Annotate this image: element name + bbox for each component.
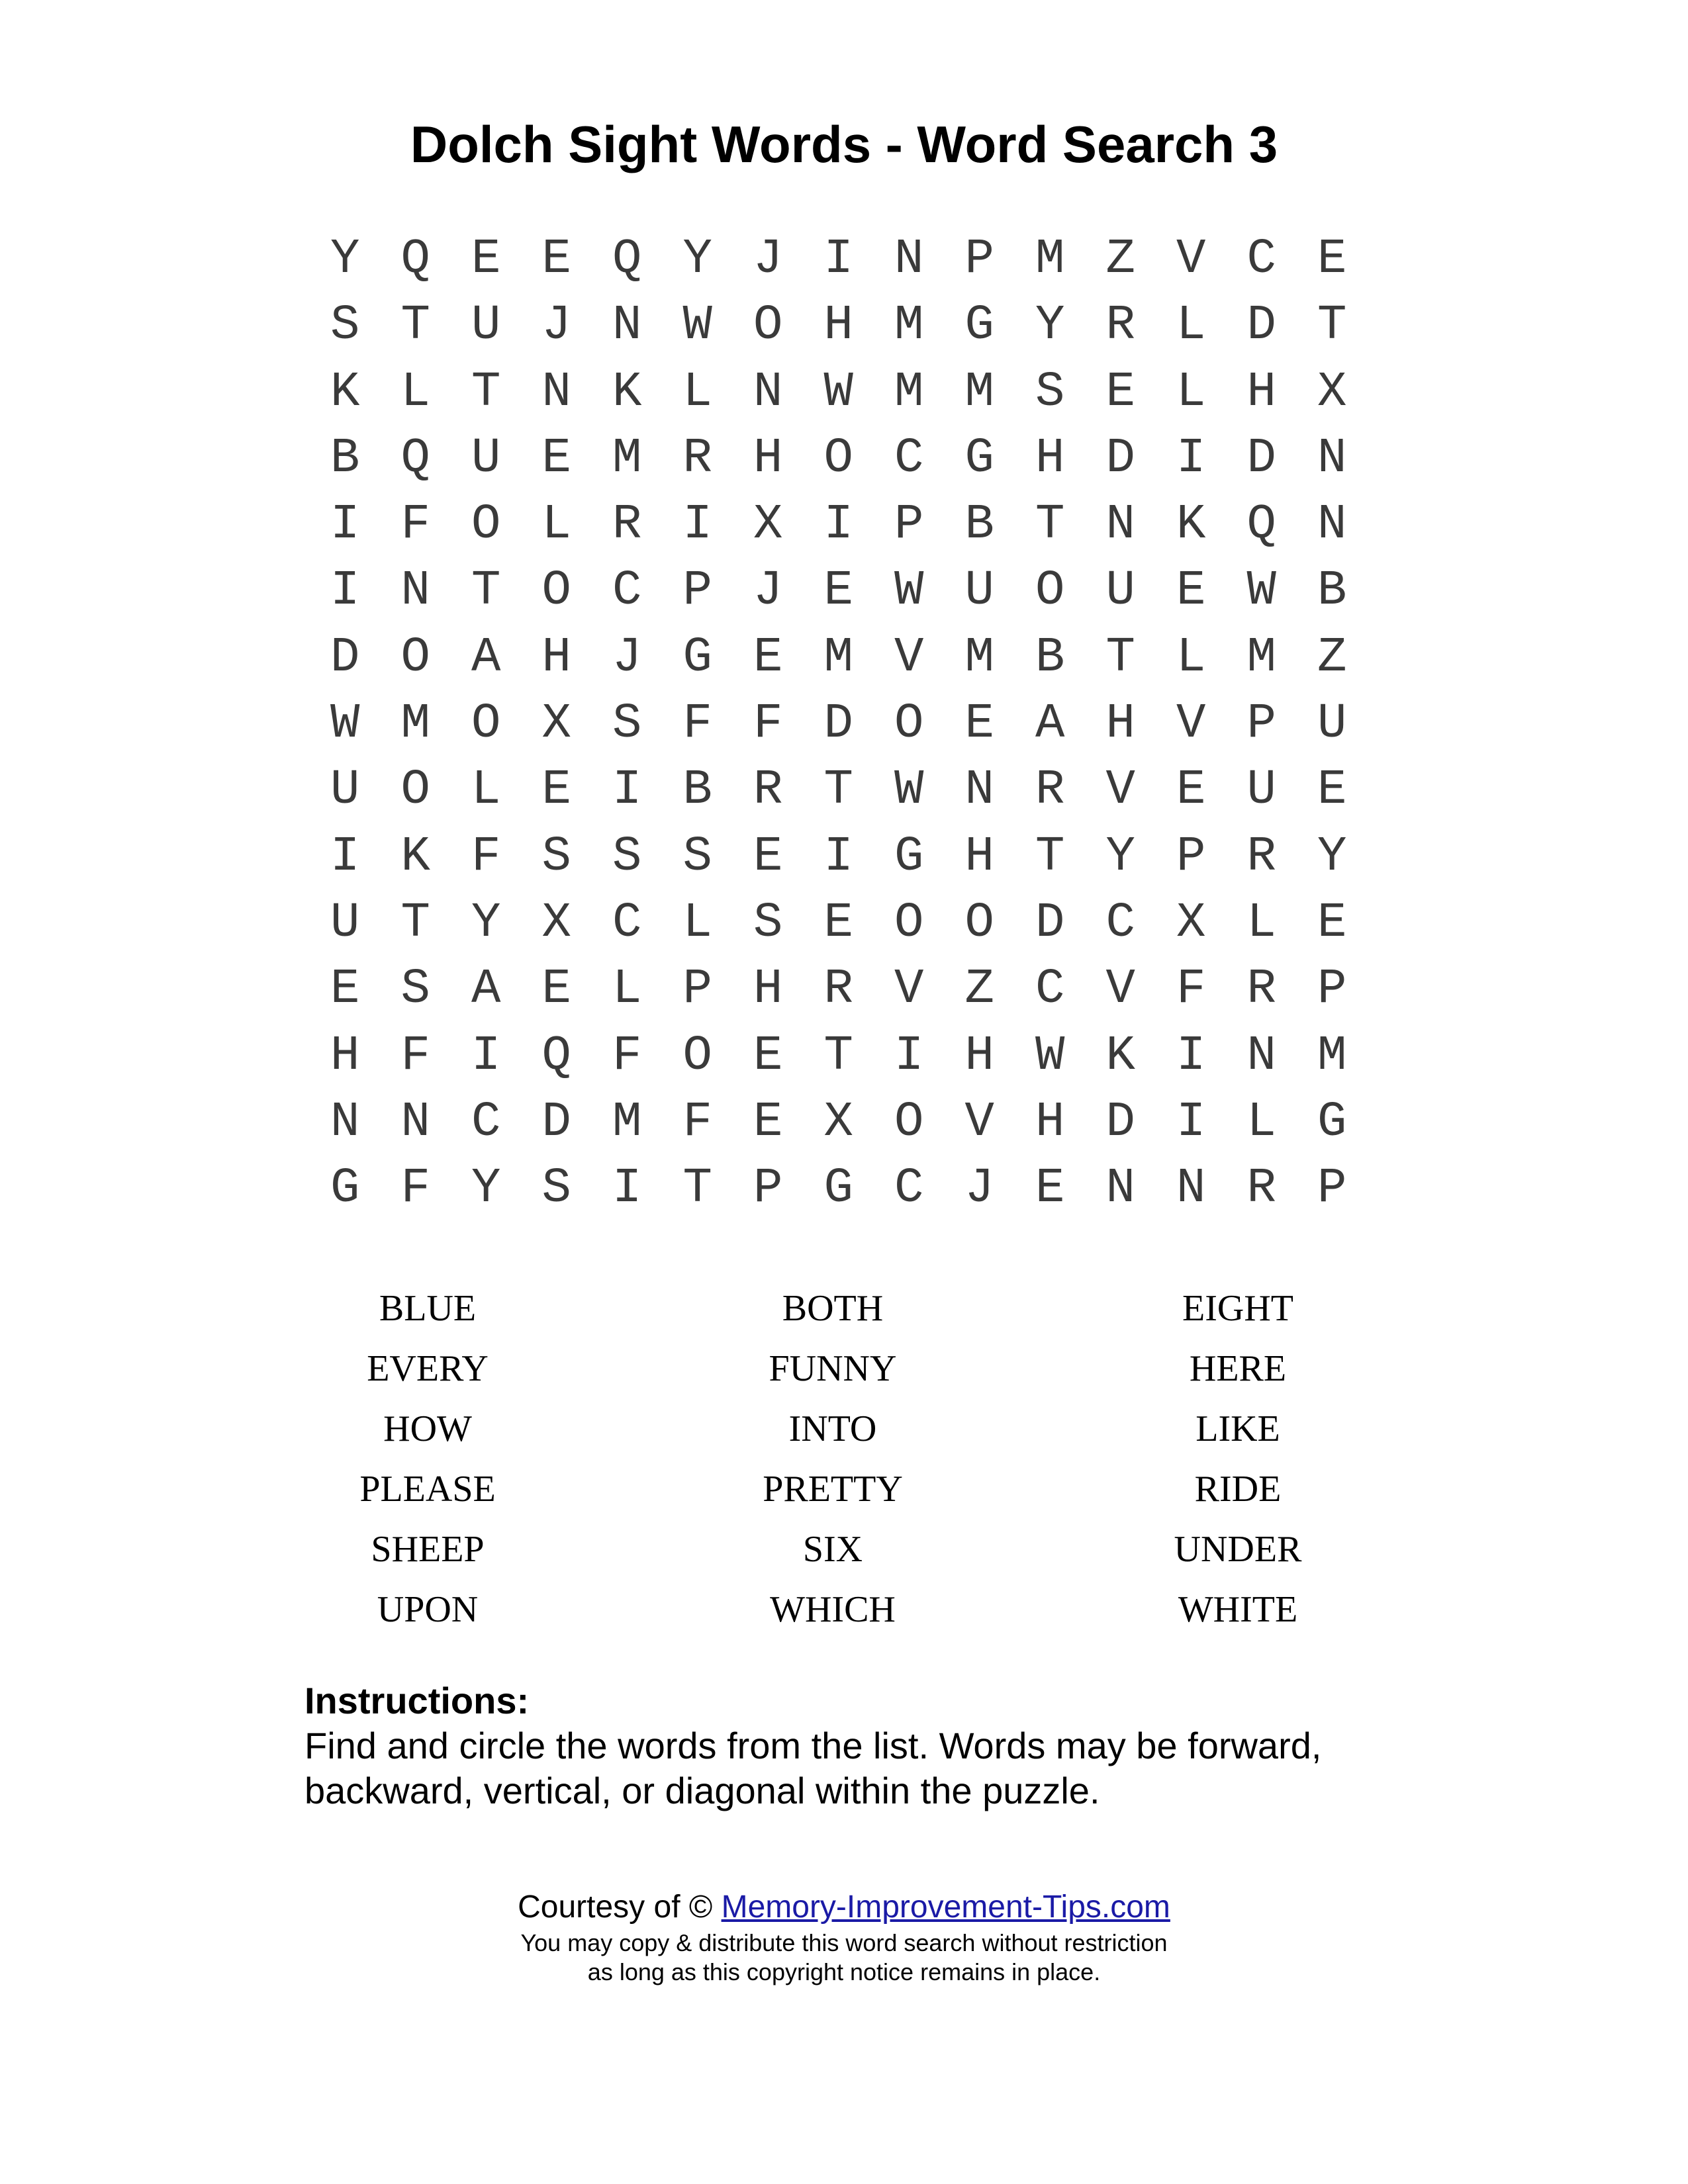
grid-letter: N	[400, 1094, 430, 1150]
grid-letter: T	[1035, 497, 1065, 553]
grid-letter: D	[1246, 430, 1276, 486]
grid-letter: E	[1105, 364, 1135, 420]
grid-letter: I	[1176, 1028, 1206, 1084]
grid-letter: N	[753, 364, 783, 420]
grid-letter: O	[471, 696, 501, 752]
grid-letter: I	[330, 497, 360, 553]
grid-letter: E	[541, 232, 571, 287]
grid-letter: I	[471, 1028, 501, 1084]
grid-letter: R	[1246, 962, 1276, 1018]
grid-letter: F	[1176, 962, 1206, 1018]
grid-letter: I	[612, 1161, 642, 1217]
grid-letter: O	[471, 497, 501, 553]
grid-letter: E	[823, 895, 853, 951]
grid-letter: E	[1317, 762, 1347, 819]
grid-letter: E	[541, 962, 571, 1018]
courtesy-line	[0, 1886, 1688, 1929]
grid-letter: O	[823, 430, 853, 486]
grid-letter: U	[330, 762, 360, 819]
grid-letter: D	[823, 696, 853, 752]
grid-letter: O	[894, 696, 924, 752]
grid-letter: C	[1246, 232, 1276, 287]
grid-letter: P	[1176, 829, 1206, 885]
word-list-item: WHITE	[1178, 1589, 1298, 1630]
grid-letter: O	[400, 629, 430, 686]
grid-letter: J	[612, 629, 642, 686]
grid-letter: Y	[1105, 829, 1135, 885]
grid-letter: H	[964, 829, 994, 885]
grid-letter: U	[330, 895, 360, 951]
word-list-item: WHICH	[770, 1589, 896, 1630]
word-search-grid	[310, 226, 1369, 1222]
grid-letter: B	[964, 497, 994, 553]
grid-letter: E	[1317, 895, 1347, 951]
grid-letter: H	[1035, 1094, 1065, 1150]
grid-letter: L	[541, 497, 571, 553]
grid-letter: H	[823, 298, 853, 354]
grid-letter: M	[823, 629, 853, 686]
grid-letter: B	[682, 762, 712, 819]
grid-letter: K	[1105, 1028, 1135, 1084]
grid-letter: J	[753, 563, 783, 619]
grid-letter: S	[612, 696, 642, 752]
grid-letter: I	[894, 1028, 924, 1084]
word-list-item: SHEEP	[371, 1529, 485, 1570]
grid-letter: O	[753, 298, 783, 354]
grid-letter: V	[894, 962, 924, 1018]
grid-letter: M	[400, 696, 430, 752]
grid-letter: E	[964, 696, 994, 752]
grid-letter: D	[541, 1094, 571, 1150]
courtesy-prefix: Courtesy of ©	[518, 1889, 722, 1925]
grid-letter: E	[541, 762, 571, 819]
grid-letter: O	[541, 563, 571, 619]
grid-letter: N	[400, 563, 430, 619]
grid-letter: R	[682, 430, 712, 486]
grid-letter: O	[964, 895, 994, 951]
word-list	[225, 1279, 1470, 1640]
grid-letter: F	[400, 1028, 430, 1084]
grid-letter: E	[1176, 762, 1206, 819]
grid-letter: J	[753, 232, 783, 287]
word-list-item: HOW	[383, 1408, 472, 1449]
grid-letter: P	[1317, 962, 1347, 1018]
grid-letter: I	[1176, 1094, 1206, 1150]
grid-letter: S	[753, 895, 783, 951]
word-list-item: PLEASE	[359, 1469, 496, 1510]
grid-letter: I	[823, 829, 853, 885]
grid-letter: E	[330, 962, 360, 1018]
grid-letter: X	[541, 696, 571, 752]
grid-letter: L	[612, 962, 642, 1018]
grid-letter: I	[1176, 430, 1206, 486]
grid-letter: O	[894, 1094, 924, 1150]
word-list-item: EIGHT	[1182, 1288, 1293, 1329]
grid-letter: G	[964, 298, 994, 354]
grid-letter: H	[1035, 430, 1065, 486]
grid-letter: N	[964, 762, 994, 819]
grid-letter: V	[894, 629, 924, 686]
grid-letter: C	[471, 1094, 501, 1150]
grid-letter: F	[400, 497, 430, 553]
grid-letter: N	[1176, 1161, 1206, 1217]
grid-letter: E	[1317, 232, 1347, 287]
grid-letter: N	[541, 364, 571, 420]
grid-letter: R	[753, 762, 783, 819]
grid-letter: Y	[330, 232, 360, 287]
grid-letter: Y	[471, 895, 501, 951]
grid-letter: G	[823, 1161, 853, 1217]
grid-letter: X	[1176, 895, 1206, 951]
grid-letter: G	[894, 829, 924, 885]
grid-letter: T	[823, 1028, 853, 1084]
grid-letter: R	[1246, 829, 1276, 885]
grid-letter: I	[823, 497, 853, 553]
grid-letter: N	[612, 298, 642, 354]
grid-letter: F	[400, 1161, 430, 1217]
copyright-notice-line-1: You may copy & distribute this word search without restriction	[520, 1929, 1168, 1956]
grid-letter: D	[1035, 895, 1065, 951]
grid-letter: Y	[1317, 829, 1347, 885]
grid-letter: E	[541, 430, 571, 486]
grid-letter: P	[682, 563, 712, 619]
grid-letter: L	[682, 364, 712, 420]
grid-letter: C	[612, 563, 642, 619]
grid-letter: N	[1105, 1161, 1135, 1217]
grid-letter: W	[823, 364, 853, 420]
grid-letter: E	[1176, 563, 1206, 619]
grid-letter: T	[1317, 298, 1347, 354]
grid-letter: L	[1246, 1094, 1276, 1150]
grid-letter: V	[1105, 762, 1135, 819]
grid-letter: B	[1035, 629, 1065, 686]
grid-letter: S	[682, 829, 712, 885]
grid-letter: W	[1246, 563, 1276, 619]
grid-letter: F	[612, 1028, 642, 1084]
grid-letter: U	[471, 298, 501, 354]
word-list-item: UPON	[377, 1589, 479, 1630]
grid-letter: L	[682, 895, 712, 951]
grid-letter: M	[1246, 629, 1276, 686]
grid-letter: T	[823, 762, 853, 819]
grid-letter: F	[471, 829, 501, 885]
grid-letter: I	[330, 829, 360, 885]
grid-letter: L	[1246, 895, 1276, 951]
word-list-item: BLUE	[379, 1288, 477, 1329]
grid-letter: Z	[964, 962, 994, 1018]
grid-letter: E	[1035, 1161, 1065, 1217]
grid-letter: N	[894, 232, 924, 287]
word-list-item: FUNNY	[769, 1348, 897, 1389]
grid-letter: H	[753, 430, 783, 486]
grid-letter: M	[1035, 232, 1065, 287]
grid-letter: R	[612, 497, 642, 553]
grid-letter: S	[330, 298, 360, 354]
word-list-item: RIDE	[1194, 1469, 1282, 1510]
grid-letter: P	[682, 962, 712, 1018]
grid-letter: L	[1176, 298, 1206, 354]
grid-letter: D	[1105, 430, 1135, 486]
grid-letter: S	[1035, 364, 1065, 420]
grid-letter: L	[471, 762, 501, 819]
grid-letter: F	[682, 1094, 712, 1150]
grid-letter: G	[1317, 1094, 1347, 1150]
grid-letter: L	[1176, 364, 1206, 420]
grid-letter: N	[1246, 1028, 1276, 1084]
grid-letter: P	[1246, 696, 1276, 752]
grid-letter: U	[1105, 563, 1135, 619]
source-link[interactable]: Memory-Improvement-Tips.com	[721, 1889, 1170, 1925]
grid-letter: P	[894, 497, 924, 553]
grid-letter: H	[330, 1028, 360, 1084]
grid-letter: H	[1105, 696, 1135, 752]
word-list-item: BOTH	[782, 1288, 884, 1329]
grid-letter: H	[964, 1028, 994, 1084]
grid-letter: G	[682, 629, 712, 686]
grid-letter: H	[541, 629, 571, 686]
word-list-item: UNDER	[1174, 1529, 1302, 1570]
grid-letter: X	[753, 497, 783, 553]
word-list-item: INTO	[788, 1408, 877, 1449]
grid-letter: N	[1105, 497, 1135, 553]
grid-letter: D	[330, 629, 360, 686]
grid-letter: Z	[1105, 232, 1135, 287]
grid-letter: M	[894, 298, 924, 354]
grid-letter: C	[894, 430, 924, 486]
grid-letter: T	[1105, 629, 1135, 686]
grid-letter: A	[1035, 696, 1065, 752]
grid-letter: G	[964, 430, 994, 486]
grid-letter: Z	[1317, 629, 1347, 686]
grid-letter: K	[612, 364, 642, 420]
grid-letter: P	[753, 1161, 783, 1217]
grid-letter: Q	[541, 1028, 571, 1084]
grid-letter: X	[541, 895, 571, 951]
grid-letter: Q	[400, 430, 430, 486]
grid-letter: O	[682, 1028, 712, 1084]
grid-letter: L	[1176, 629, 1206, 686]
grid-letter: Q	[1246, 497, 1276, 553]
grid-letter: F	[682, 696, 712, 752]
grid-letter: K	[400, 829, 430, 885]
grid-letter: C	[612, 895, 642, 951]
grid-letter: R	[1035, 762, 1065, 819]
grid-letter: M	[612, 430, 642, 486]
grid-letter: P	[1317, 1161, 1347, 1217]
grid-letter: J	[964, 1161, 994, 1217]
grid-letter: Q	[612, 232, 642, 287]
grid-letter: U	[964, 563, 994, 619]
grid-letter: Q	[400, 232, 430, 287]
grid-letter: Y	[471, 1161, 501, 1217]
page-title: Dolch Sight Words - Word Search 3	[410, 115, 1278, 173]
grid-letter: T	[400, 298, 430, 354]
grid-letter: M	[964, 629, 994, 686]
word-list-item: SIX	[802, 1529, 863, 1570]
grid-letter: X	[823, 1094, 853, 1150]
grid-letter: M	[894, 364, 924, 420]
grid-letter: T	[400, 895, 430, 951]
grid-letter: I	[612, 762, 642, 819]
grid-letter: B	[1317, 563, 1347, 619]
grid-letter: L	[400, 364, 430, 420]
grid-letter: K	[1176, 497, 1206, 553]
grid-letter: S	[541, 829, 571, 885]
grid-letter: W	[330, 696, 360, 752]
copyright-notice-line-2: as long as this copyright notice remains in place.	[587, 1958, 1101, 1985]
grid-letter: J	[541, 298, 571, 354]
grid-letter: O	[1035, 563, 1065, 619]
word-list-item: EVERY	[367, 1348, 489, 1389]
grid-letter: M	[612, 1094, 642, 1150]
word-list-item: HERE	[1189, 1348, 1287, 1389]
grid-letter: G	[330, 1161, 360, 1217]
grid-letter: C	[1035, 962, 1065, 1018]
grid-letter: C	[894, 1161, 924, 1217]
grid-letter: D	[1105, 1094, 1135, 1150]
grid-letter: X	[1317, 364, 1347, 420]
grid-letter: N	[1317, 430, 1347, 486]
grid-letter: Y	[682, 232, 712, 287]
grid-letter: R	[823, 962, 853, 1018]
grid-letter: Y	[1035, 298, 1065, 354]
grid-letter: R	[1246, 1161, 1276, 1217]
grid-letter: W	[894, 563, 924, 619]
grid-letter: I	[682, 497, 712, 553]
grid-letter: F	[753, 696, 783, 752]
instructions-heading: Instructions:	[305, 1680, 530, 1721]
grid-letter: T	[471, 364, 501, 420]
grid-letter: U	[1246, 762, 1276, 819]
grid-letter: V	[964, 1094, 994, 1150]
grid-letter: E	[753, 1028, 783, 1084]
word-list-item: PRETTY	[763, 1469, 903, 1510]
grid-letter: E	[471, 232, 501, 287]
grid-letter: I	[823, 232, 853, 287]
grid-letter: N	[330, 1094, 360, 1150]
grid-letter: I	[330, 563, 360, 619]
grid-letter: V	[1105, 962, 1135, 1018]
grid-letter: R	[1105, 298, 1135, 354]
grid-letter: E	[753, 829, 783, 885]
grid-letter: U	[471, 430, 501, 486]
grid-letter: W	[1035, 1028, 1065, 1084]
grid-letter: T	[682, 1161, 712, 1217]
grid-letter: E	[753, 1094, 783, 1150]
grid-letter: C	[1105, 895, 1135, 951]
grid-letter: S	[541, 1161, 571, 1217]
instructions-text: Find and circle the words from the list. Words may be forward, backward, vertical, or diagonal within the puzzle.	[305, 1725, 1322, 1811]
grid-letter: S	[400, 962, 430, 1018]
grid-letter: E	[753, 629, 783, 686]
grid-letter: H	[1246, 364, 1276, 420]
grid-letter: O	[400, 762, 430, 819]
grid-letter: E	[823, 563, 853, 619]
grid-letter: W	[682, 298, 712, 354]
grid-letter: T	[471, 563, 501, 619]
grid-letter: A	[471, 629, 501, 686]
copyright-footer	[0, 1886, 1688, 1987]
grid-letter: A	[471, 962, 501, 1018]
grid-letter: T	[1035, 829, 1065, 885]
grid-letter: W	[894, 762, 924, 819]
grid-letter: V	[1176, 696, 1206, 752]
grid-letter: N	[1317, 497, 1347, 553]
grid-letter: B	[330, 430, 360, 486]
grid-letter: K	[330, 364, 360, 420]
grid-letter: H	[753, 962, 783, 1018]
grid-letter: S	[612, 829, 642, 885]
grid-letter: D	[1246, 298, 1276, 354]
grid-letter: M	[964, 364, 994, 420]
grid-letter: O	[894, 895, 924, 951]
grid-letter: V	[1176, 232, 1206, 287]
grid-letter: P	[964, 232, 994, 287]
grid-letter: M	[1317, 1028, 1347, 1084]
instructions-section	[305, 1678, 1430, 1813]
word-list-item: LIKE	[1196, 1408, 1280, 1449]
grid-letter: U	[1317, 696, 1347, 752]
